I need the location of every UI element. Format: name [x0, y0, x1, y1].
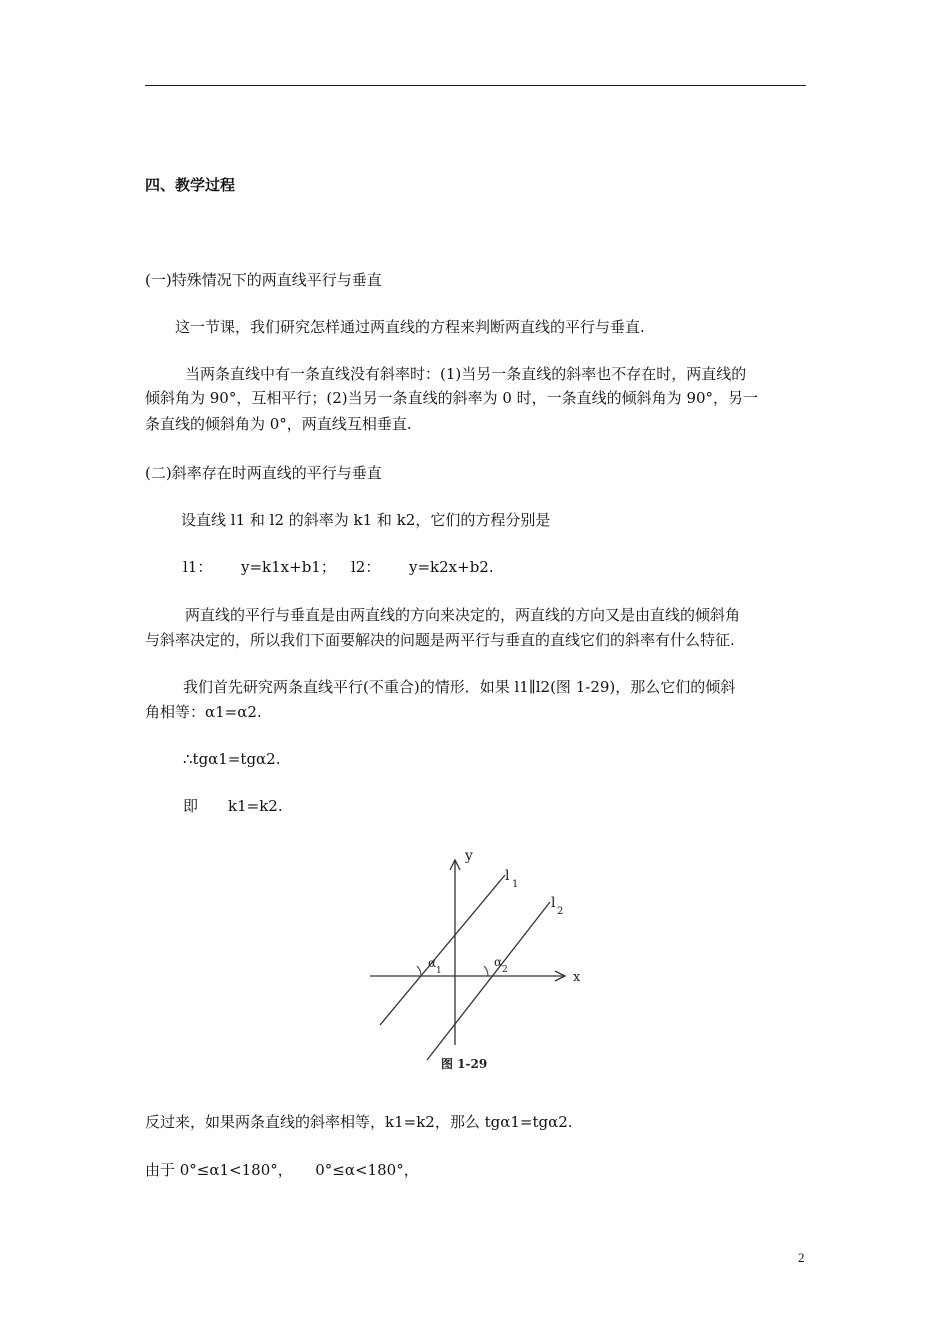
paragraph-special-line-1 [145, 361, 815, 387]
subsection-title-2: (二)斜率存在时两直线的平行与垂直 [145, 464, 382, 482]
paragraph-range: 由于 0°≤α1<180°， 0°≤α<180°， [145, 1161, 419, 1179]
paragraph-intro-text: 这一节课，我们研究怎样通过两直线的方程来判断两直线的平行与垂直. [175, 318, 645, 336]
l1-subscript: 1 [512, 879, 519, 890]
l2-subscript: 2 [557, 906, 564, 917]
paragraph-special-line-3: 条直线的倾斜角为 0°，两直线互相垂直. [145, 415, 412, 433]
paragraph-setup-text: 设直线 l1 和 l2 的斜率为 k1 和 k2，它们的方程分别是 [181, 511, 551, 529]
line-l2 [427, 902, 550, 1060]
subsection-title-1: (一)特殊情况下的两直线平行与垂直 [145, 271, 382, 289]
therefore-line [145, 746, 815, 772]
therefore-text: ∴tgα1=tgα2. [183, 750, 281, 768]
ji-equation: k1=k2. [228, 797, 283, 815]
alpha1-label: α [428, 956, 437, 970]
page-number: 2 [798, 1250, 805, 1265]
eq-l1-label: l1： [183, 558, 213, 576]
alpha1-subscript: 1 [436, 966, 442, 976]
angle-arc-2 [484, 966, 488, 976]
paragraph-converse: 反过来，如果两条直线的斜率相等，k1=k2，那么 tgα1=tgα2. [145, 1113, 573, 1131]
paragraph-parallel-text-1: 我们首先研究两条直线平行(不重合)的情形．如果 l1∥l2(图 1-29)，那么它们的倾斜 [183, 678, 736, 696]
ji-label: 即 [183, 797, 199, 815]
eq-l2-label: l2： [351, 558, 381, 576]
paragraph-setup [145, 507, 815, 533]
paragraph-parallel-line-2: 角相等：α1=α2. [145, 703, 262, 721]
alpha2-label: α [494, 955, 503, 969]
eq-l1: y=k1x+b1； [241, 558, 336, 576]
paragraph-special-text-1: 当两条直线中有一条直线没有斜率时：(1)当另一条直线的斜率也不存在时，两直线的 [185, 365, 747, 383]
angle-arc-1 [417, 966, 421, 976]
section-title: 四、教学过程 [145, 176, 236, 194]
alpha2-subscript: 2 [502, 965, 508, 975]
paragraph-direction-line-1 [145, 602, 815, 628]
paragraph-direction-text-1: 两直线的平行与垂直是由两直线的方向来决定的，两直线的方向又是由直线的倾斜角 [185, 606, 741, 624]
l2-label: l [551, 895, 556, 911]
paragraph-direction-line-2: 与斜率决定的，所以我们下面要解决的问题是两平行与垂直的直线它们的斜率有什么特征. [145, 631, 735, 649]
paragraph-intro [145, 314, 815, 340]
x-axis-label: x [573, 970, 581, 985]
paragraph-parallel-line-1 [145, 674, 815, 700]
paragraph-special-line-2: 倾斜角为 90°，互相平行；(2)当另一条直线的斜率为 0 时，一条直线的倾斜角为 90°，另一 [145, 389, 759, 407]
header-rule [145, 85, 806, 86]
figure-caption: 图 1-29 [441, 1057, 488, 1071]
y-axis-label: y [465, 848, 473, 864]
l1-label: l [505, 868, 510, 884]
figure-svg [365, 840, 595, 1075]
eq-l2: y=k2x+b2. [409, 558, 494, 576]
figure-1-29 [365, 840, 595, 1075]
line-l1 [380, 875, 505, 1025]
